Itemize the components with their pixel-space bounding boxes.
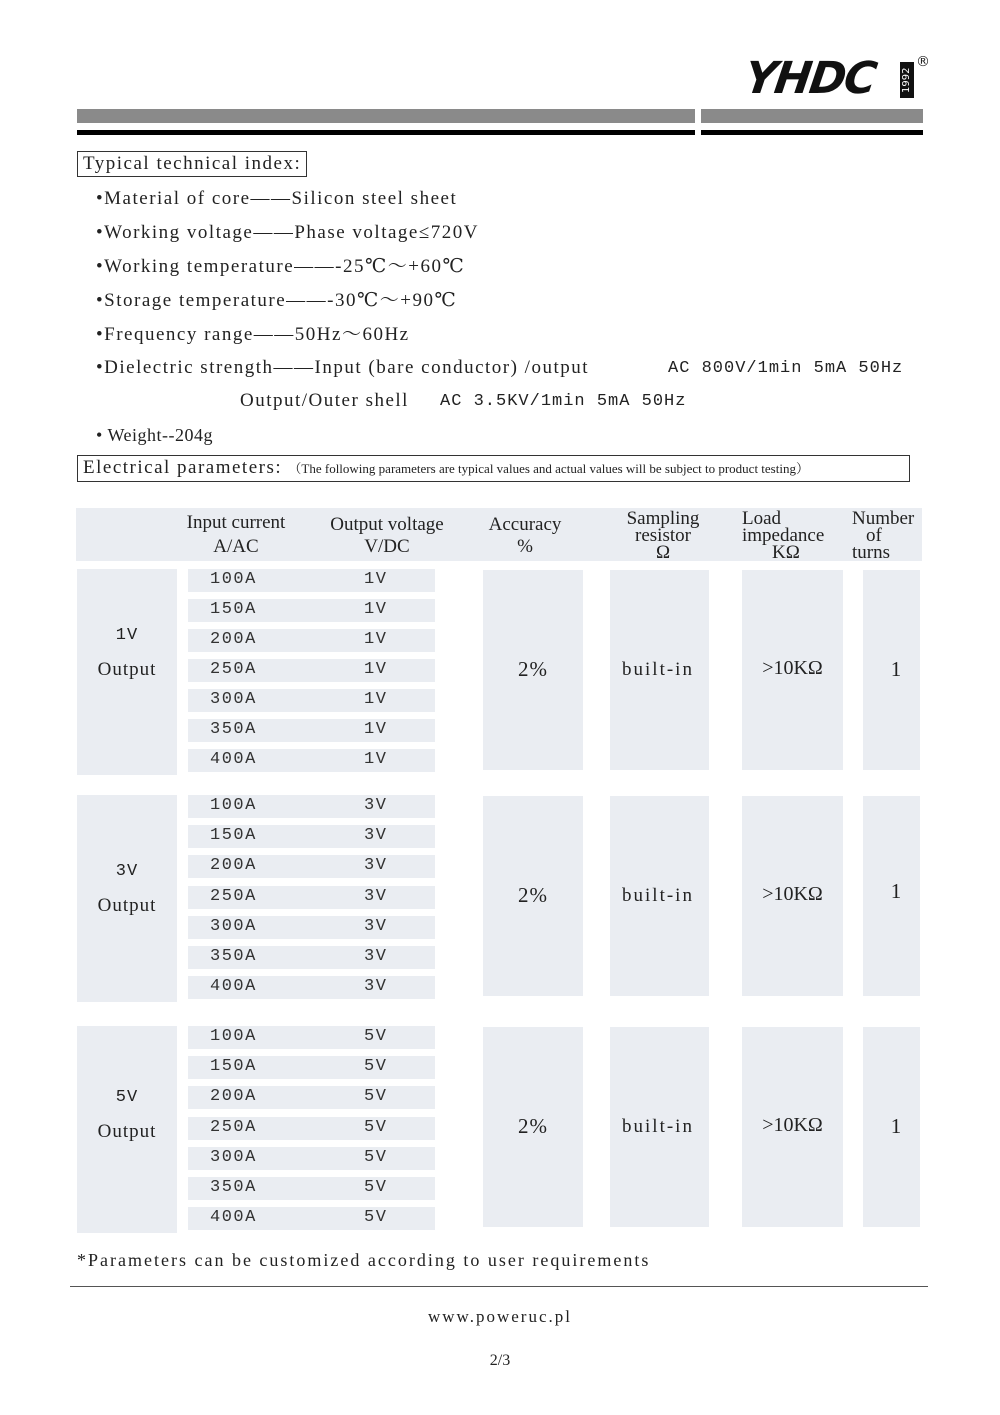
header-input-current-label: Input current xyxy=(186,512,286,533)
group-3v-voltage: 3V xyxy=(115,862,139,881)
cell-voltage: 3V xyxy=(364,796,388,815)
group-1v-output: Output xyxy=(97,659,157,680)
page-number: 2/3 xyxy=(489,1352,511,1369)
cell-current: 400A xyxy=(210,977,257,996)
table-row xyxy=(188,659,435,682)
cell-current: 100A xyxy=(210,1027,257,1046)
header-accuracy-unit: % xyxy=(517,536,533,557)
group-1v-sampling: built-in xyxy=(622,659,694,680)
header-accuracy xyxy=(478,516,572,555)
group-1v-accuracy: 2% xyxy=(518,657,548,681)
table-row xyxy=(188,599,435,622)
header-turns-label: Number xyxy=(852,508,915,529)
header-accuracy-label: Accuracy xyxy=(488,514,562,535)
customization-footnote: *Parameters can be customized according to user requirements xyxy=(77,1250,651,1270)
spec-working-temperature: •Working temperature——-25℃～+60℃ xyxy=(96,256,466,277)
cell-voltage: 1V xyxy=(364,570,388,589)
spec-dielectric-strength: •Dielectric strength——Input (bare conductor) /output xyxy=(96,357,590,378)
header-sampling-label: Sampling xyxy=(626,508,700,529)
cell-current: 250A xyxy=(210,660,257,679)
cell-current: 350A xyxy=(210,1178,257,1197)
cell-current: 150A xyxy=(210,600,257,619)
header-load-unit: KΩ xyxy=(772,542,800,563)
table-row xyxy=(188,1207,435,1230)
group-3v-load: >10KΩ xyxy=(762,883,823,905)
cell-voltage: 1V xyxy=(364,660,388,679)
header-output-voltage xyxy=(314,516,460,555)
group-3v-accuracy: 2% xyxy=(518,883,548,907)
cell-current: 400A xyxy=(210,750,257,769)
spec-material: •Material of core——Silicon steel sheet xyxy=(96,188,458,209)
table-row xyxy=(188,629,435,652)
table-row xyxy=(188,825,435,848)
group-5v-accuracy: 2% xyxy=(518,1114,548,1138)
cell-voltage: 5V xyxy=(364,1178,388,1197)
table-row xyxy=(188,976,435,999)
cell-current: 150A xyxy=(210,1057,257,1076)
footer-divider xyxy=(70,1286,928,1287)
registered-mark: ® xyxy=(916,54,930,70)
header-bar-gray-right xyxy=(701,109,923,123)
header-turns-label2: of xyxy=(866,525,882,546)
cell-current: 200A xyxy=(210,856,257,875)
table-row xyxy=(188,1117,435,1140)
cell-current: 250A xyxy=(210,1118,257,1137)
logo-year: 1992 xyxy=(900,62,914,98)
cell-voltage: 5V xyxy=(364,1057,388,1076)
cell-voltage: 1V xyxy=(364,750,388,769)
spec-storage-temperature: •Storage temperature——-30℃～+90℃ xyxy=(96,290,458,311)
table-row xyxy=(188,719,435,742)
cell-current: 350A xyxy=(210,720,257,739)
cell-voltage: 5V xyxy=(364,1148,388,1167)
header-load-label2: impedance xyxy=(742,525,825,546)
table-row xyxy=(188,1177,435,1200)
table-row xyxy=(188,1086,435,1109)
cell-voltage: 1V xyxy=(364,630,388,649)
cell-current: 100A xyxy=(210,796,257,815)
group-5v-voltage: 5V xyxy=(115,1088,139,1107)
table-row xyxy=(188,1147,435,1170)
cell-voltage: 5V xyxy=(364,1118,388,1137)
cell-voltage: 3V xyxy=(364,826,388,845)
cell-voltage: 1V xyxy=(364,690,388,709)
cell-current: 200A xyxy=(210,630,257,649)
group-5v-sampling: built-in xyxy=(622,1116,694,1137)
header-sampling-resistor xyxy=(612,510,714,561)
group-1v-load: >10KΩ xyxy=(762,657,823,679)
spec-dielectric-shell-value: AC 3.5KV/1min 5mA 50Hz xyxy=(440,392,687,411)
electrical-note: （The following parameters are typical values and actual values will be subject to product testing） xyxy=(288,461,809,476)
cell-voltage: 3V xyxy=(364,917,388,936)
spec-frequency-range: •Frequency range——50Hz～60Hz xyxy=(96,324,410,345)
group-5v-load: >10KΩ xyxy=(762,1114,823,1136)
header-input-current-unit: A/AC xyxy=(213,536,259,557)
cell-voltage: 3V xyxy=(364,856,388,875)
group-5v-turns: 1 xyxy=(890,1114,903,1138)
brand-logo xyxy=(741,53,930,104)
header-bar-black-right xyxy=(701,130,923,135)
group-3v-label xyxy=(77,862,177,917)
spec-weight: • Weight--204g xyxy=(96,425,214,445)
cell-voltage: 3V xyxy=(364,947,388,966)
table-row xyxy=(188,795,435,818)
typical-index-title: Typical technical index: xyxy=(77,151,307,177)
header-bar-black-left xyxy=(77,130,695,135)
table-row xyxy=(188,689,435,712)
cell-current: 300A xyxy=(210,1148,257,1167)
electrical-title-text: Electrical parameters: xyxy=(83,457,283,478)
spec-dielectric-input-value: AC 800V/1min 5mA 50Hz xyxy=(668,359,904,378)
spec-dielectric-shell: Output/Outer shell xyxy=(240,390,409,411)
header-turns-label3: turns xyxy=(852,542,890,563)
cell-voltage: 5V xyxy=(364,1087,388,1106)
header-load-impedance xyxy=(742,510,848,561)
group-1v-turns: 1 xyxy=(890,657,903,681)
group-3v-turns: 1 xyxy=(890,879,903,903)
cell-voltage: 5V xyxy=(364,1027,388,1046)
header-input-current xyxy=(172,514,300,555)
cell-voltage: 3V xyxy=(364,887,388,906)
cell-current: 100A xyxy=(210,570,257,589)
cell-voltage: 1V xyxy=(364,600,388,619)
group-5v-label xyxy=(77,1088,177,1143)
logo-text: YHDC xyxy=(741,53,879,104)
header-load-label: Load xyxy=(742,508,782,529)
group-3v-output: Output xyxy=(97,895,157,916)
group-1v-voltage: 1V xyxy=(115,626,139,645)
cell-current: 300A xyxy=(210,690,257,709)
header-sampling-unit: Ω xyxy=(655,542,671,563)
table-row xyxy=(188,916,435,939)
header-bar-gray-left xyxy=(77,109,695,123)
cell-voltage: 1V xyxy=(364,720,388,739)
group-3v-sampling: built-in xyxy=(622,885,694,906)
cell-current: 250A xyxy=(210,887,257,906)
spec-working-voltage: •Working voltage——Phase voltage≤720V xyxy=(96,222,479,243)
table-row xyxy=(188,749,435,772)
table-row xyxy=(188,1026,435,1049)
cell-current: 150A xyxy=(210,826,257,845)
table-row xyxy=(188,855,435,878)
cell-voltage: 3V xyxy=(364,977,388,996)
electrical-parameters-title xyxy=(77,455,910,482)
cell-current: 200A xyxy=(210,1087,257,1106)
table-row xyxy=(188,886,435,909)
cell-current: 300A xyxy=(210,917,257,936)
header-output-voltage-label: Output voltage xyxy=(330,514,444,535)
table-row xyxy=(188,1056,435,1079)
table-row xyxy=(188,946,435,969)
cell-current: 350A xyxy=(210,947,257,966)
cell-current: 400A xyxy=(210,1208,257,1227)
table-row xyxy=(188,569,435,592)
header-sampling-label2: resistor xyxy=(635,525,691,546)
header-output-voltage-unit: V/DC xyxy=(364,536,410,557)
website-link[interactable]: www.poweruc.pl xyxy=(428,1307,572,1326)
group-5v-output: Output xyxy=(97,1121,157,1142)
group-1v-label xyxy=(77,626,177,681)
cell-voltage: 5V xyxy=(364,1208,388,1227)
header-number-of-turns xyxy=(852,510,934,561)
